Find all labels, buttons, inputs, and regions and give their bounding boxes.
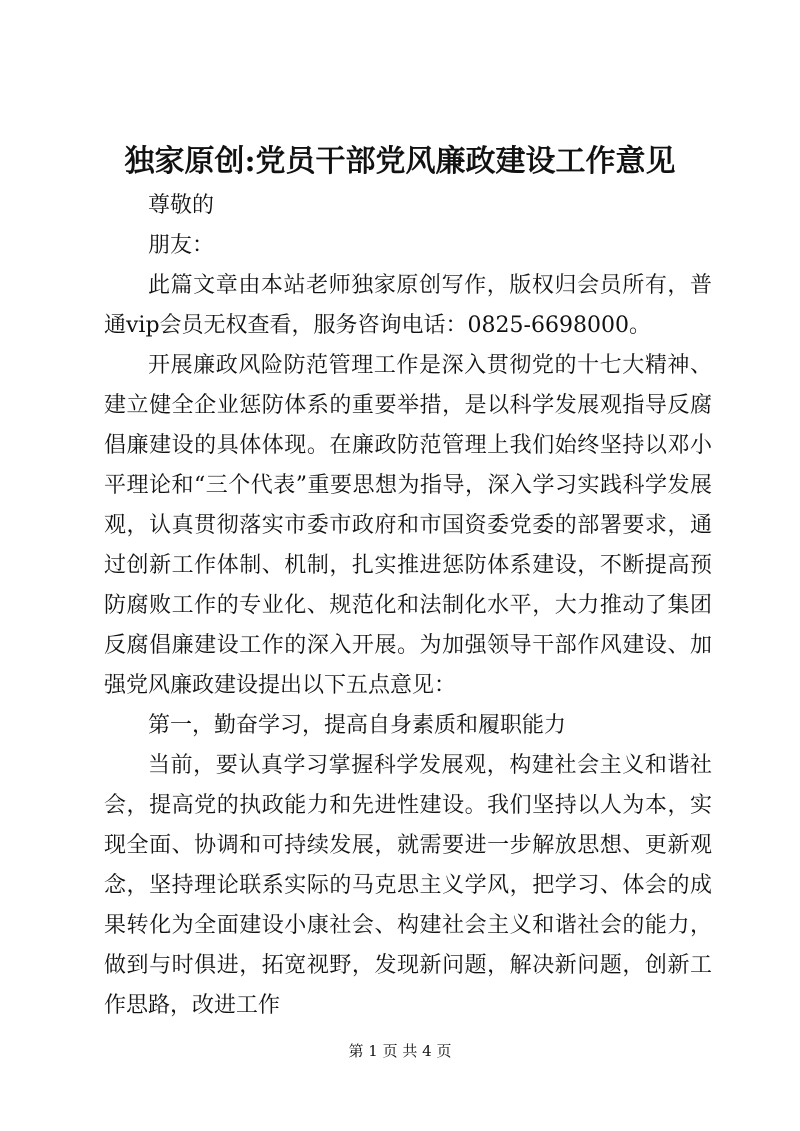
- document-title: 独家原创:党员干部党风廉政建设工作意见: [124, 144, 676, 179]
- section-heading-1: 第一，勤奋学习，提高自身素质和履职能力: [148, 713, 567, 738]
- salutation-line-1: 尊敬的: [148, 193, 215, 218]
- intro-paragraph: 开展廉政风险防范管理工作是深入贯彻党的十七大精神、建立健全企业惩防体系的重要举措，是以科学发展观指导反腐倡廉建设的具体体现。在廉政防范管理上我们始终坚持以邓小平理论和“三个代表”重要思想为指导，深入学习实践科学发展观，认真贯彻落实市委市政府和市国资委党委的部署要求，通过创新工作体制、机制，扎实推进惩防体系建设，不断提高预防腐败工作的专业化、规范化和法制化水平，大力推动了集团反腐倡廉建设工作的深入开展。为加强领导干部作风建设、加强党风廉政建设提出以下五点意见：: [104, 353, 712, 698]
- document-body: [104, 186, 712, 1026]
- page-footer: 第 1 页 共 4 页: [348, 1042, 452, 1060]
- copyright-notice-paragraph: 此篇文章由本站老师独家原创写作，版权归会员所有，普通vip会员无权查看，服务咨询电话：0825-6698000。: [104, 273, 712, 338]
- section-1-paragraph: 当前，要认真学习掌握科学发展观，构建社会主义和谐社会，提高党的执政能力和先进性建设。我们坚持以人为本，实现全面、协调和可持续发展，就需要进一步解放思想、更新观念，坚持理论联系实际的马克思主义学风，把学习、体会的成果转化为全面建设小康社会、构建社会主义和谐社会的能力，做到与时俱进，拓宽视野，发现新问题，解决新问题，创新工作思路，改进工作: [104, 753, 712, 1018]
- salutation-line-2: 朋友：: [148, 233, 215, 258]
